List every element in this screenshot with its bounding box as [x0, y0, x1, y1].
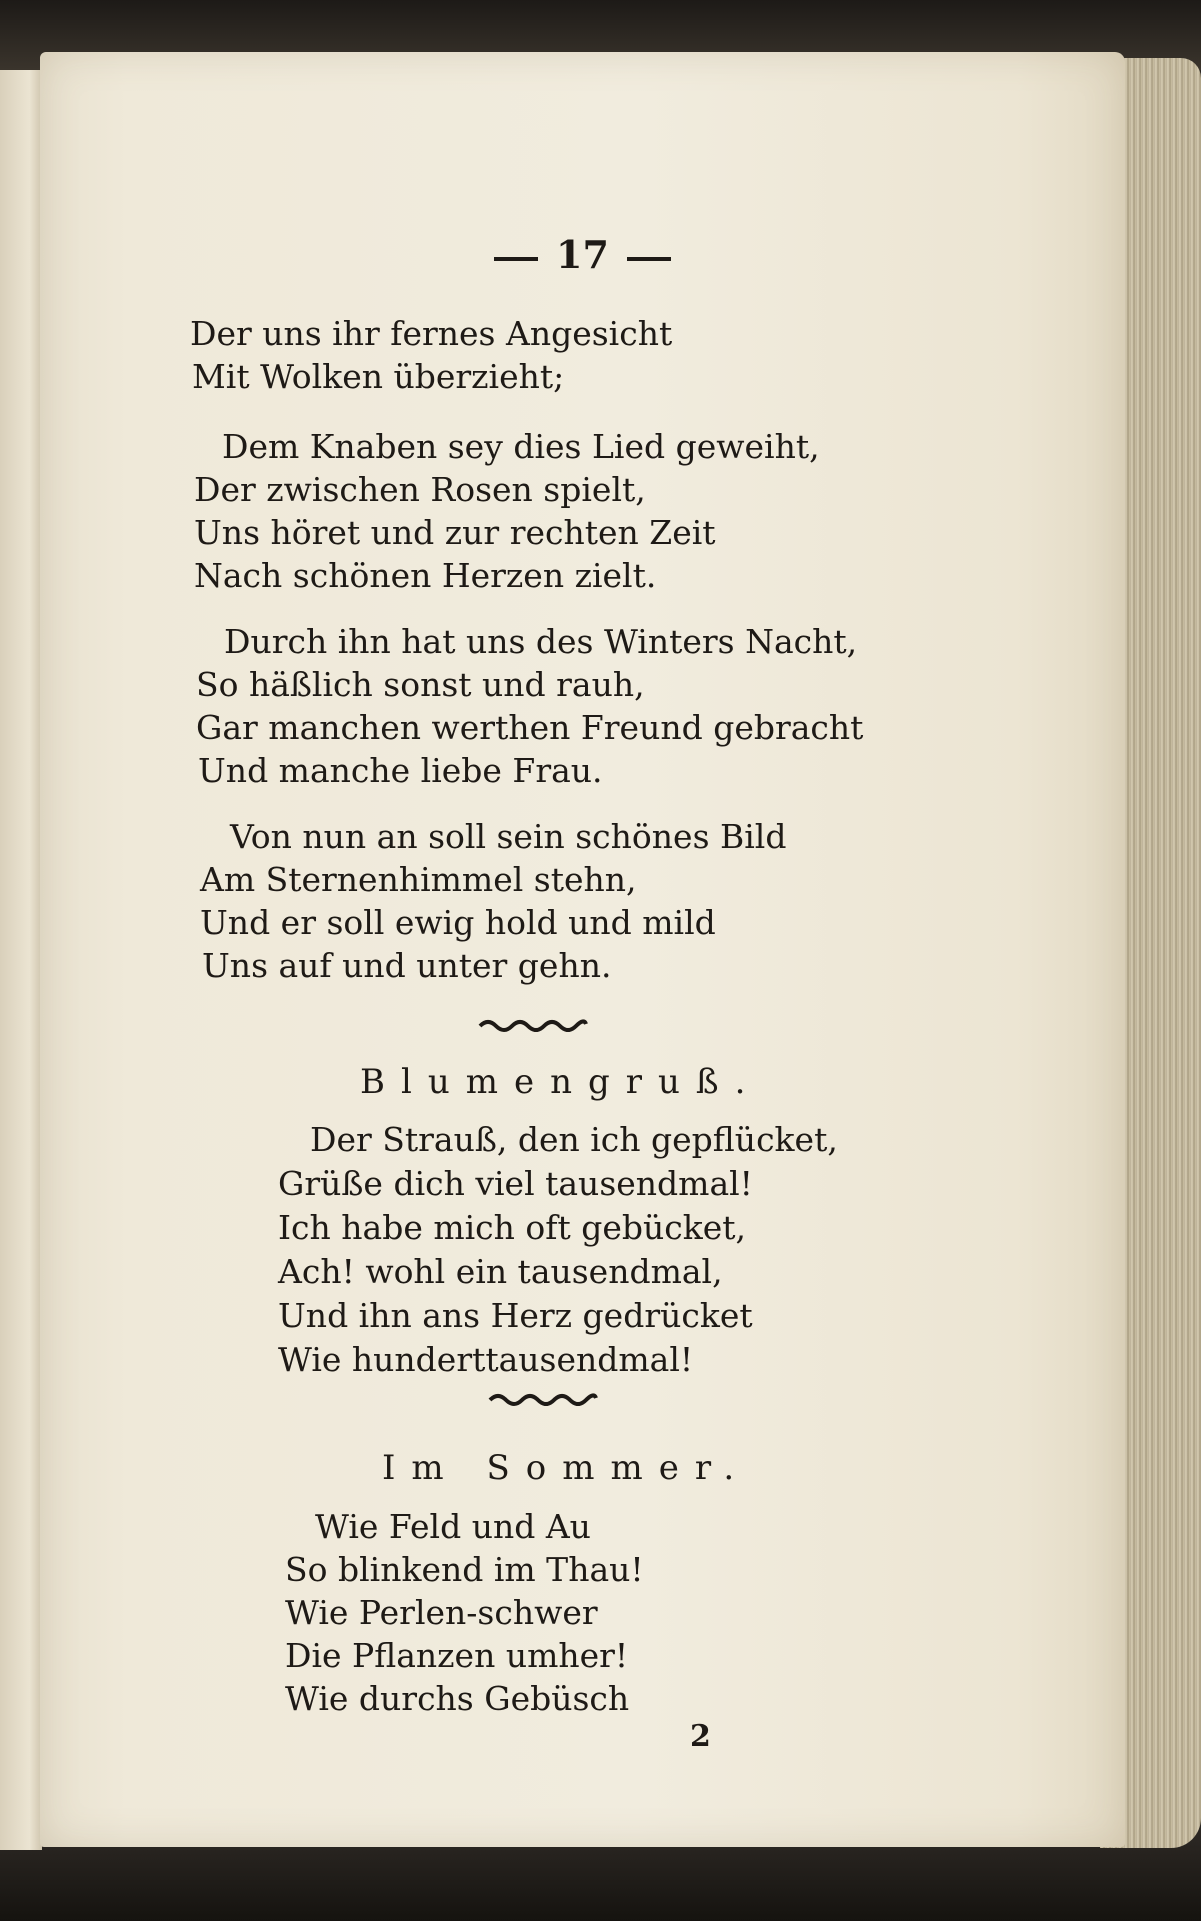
verse-line: Uns höret und zur rechten Zeit: [194, 513, 716, 552]
facing-page-edge: [0, 70, 42, 1850]
poem-title: Blumengruß.: [360, 1062, 762, 1102]
verse-line: Wie hunderttausendmal!: [278, 1340, 694, 1379]
verse-line: Von nun an soll sein schönes Bild: [230, 817, 787, 856]
verse-line: Durch ihn hat uns des Winters Nacht,: [224, 622, 858, 661]
verse-line: Der zwischen Rosen spielt,: [194, 470, 646, 509]
page-number: 17: [556, 232, 609, 277]
verse-line: So häßlich sonst und rauh,: [196, 665, 645, 704]
divider-ornament: [488, 1392, 598, 1406]
verse-line: Mit Wolken überzieht;: [192, 357, 565, 396]
verse-line: Und manche liebe Frau.: [198, 751, 603, 790]
header-dash-right: [627, 257, 671, 261]
header-dash-left: [494, 257, 538, 261]
verse-line: Und er soll ewig hold und mild: [200, 903, 716, 942]
verse-line: Die Pflanzen umher!: [285, 1636, 629, 1675]
verse-line: Wie Feld und Au: [315, 1507, 591, 1546]
verse-line: Wie durchs Gebüsch: [285, 1679, 630, 1718]
verse-line: Und ihn ans Herz gedrücket: [278, 1296, 753, 1335]
verse-line: Uns auf und unter gehn.: [202, 946, 612, 985]
book-page: [40, 52, 1125, 1847]
verse-line: Wie Perlen-schwer: [285, 1593, 598, 1632]
divider-ornament: [478, 1018, 588, 1032]
poem-title: Im Sommer.: [382, 1448, 751, 1488]
page-header: [40, 232, 1125, 277]
signature-mark: 2: [690, 1719, 711, 1754]
verse-line: So blinkend im Thau!: [285, 1550, 644, 1589]
verse-line: Dem Knaben sey dies Lied geweiht,: [222, 427, 820, 466]
verse-line: Nach schönen Herzen zielt.: [194, 556, 657, 595]
verse-line: Am Sternenhimmel stehn,: [200, 860, 637, 899]
book-cover-bottom: [0, 1840, 1201, 1921]
verse-line: Ich habe mich oft gebücket,: [278, 1208, 747, 1247]
verse-line: Der Strauß, den ich gepflücket,: [310, 1120, 838, 1159]
verse-line: Gar manchen werthen Freund gebracht: [196, 708, 864, 747]
verse-line: Der uns ihr fernes Angesicht: [190, 314, 673, 353]
verse-line: Ach! wohl ein tausendmal,: [278, 1252, 723, 1291]
verse-line: Grüße dich viel tausendmal!: [278, 1164, 753, 1203]
